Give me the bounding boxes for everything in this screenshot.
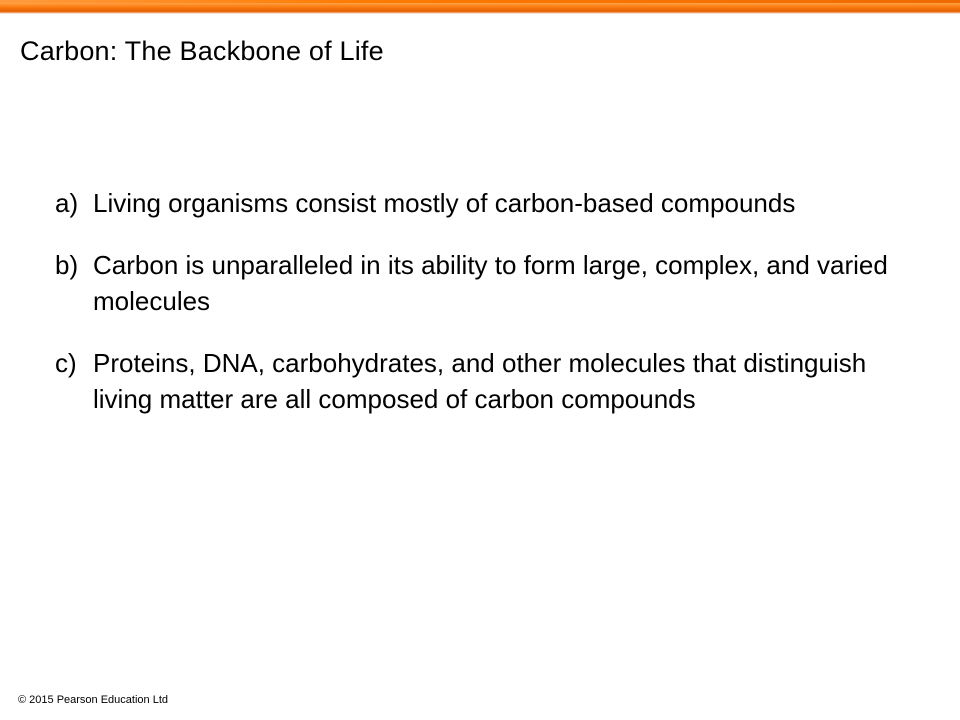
list-item-marker: a) — [55, 188, 79, 218]
copyright-footer: © 2015 Pearson Education Ltd — [18, 694, 168, 706]
top-accent-bar-highlight — [0, 0, 960, 3]
list-item-marker: b) — [55, 250, 79, 280]
list-item-text: Carbon is unparalleled in its ability to form large, complex, and varied molecules — [93, 250, 888, 316]
list-item-text: Proteins, DNA, carbohydrates, and other molecules that distinguish living matter are all composed of carbon compounds — [93, 348, 867, 414]
list-item — [55, 185, 915, 221]
list-item-text: Living organisms consist mostly of carbon-based compounds — [93, 188, 796, 218]
top-accent-bar — [0, 0, 960, 14]
list-item — [55, 345, 915, 417]
list-item — [55, 247, 915, 319]
page-title: Carbon: The Backbone of Life — [20, 36, 384, 66]
list-item-marker: c) — [55, 348, 77, 378]
content-list — [55, 185, 915, 417]
